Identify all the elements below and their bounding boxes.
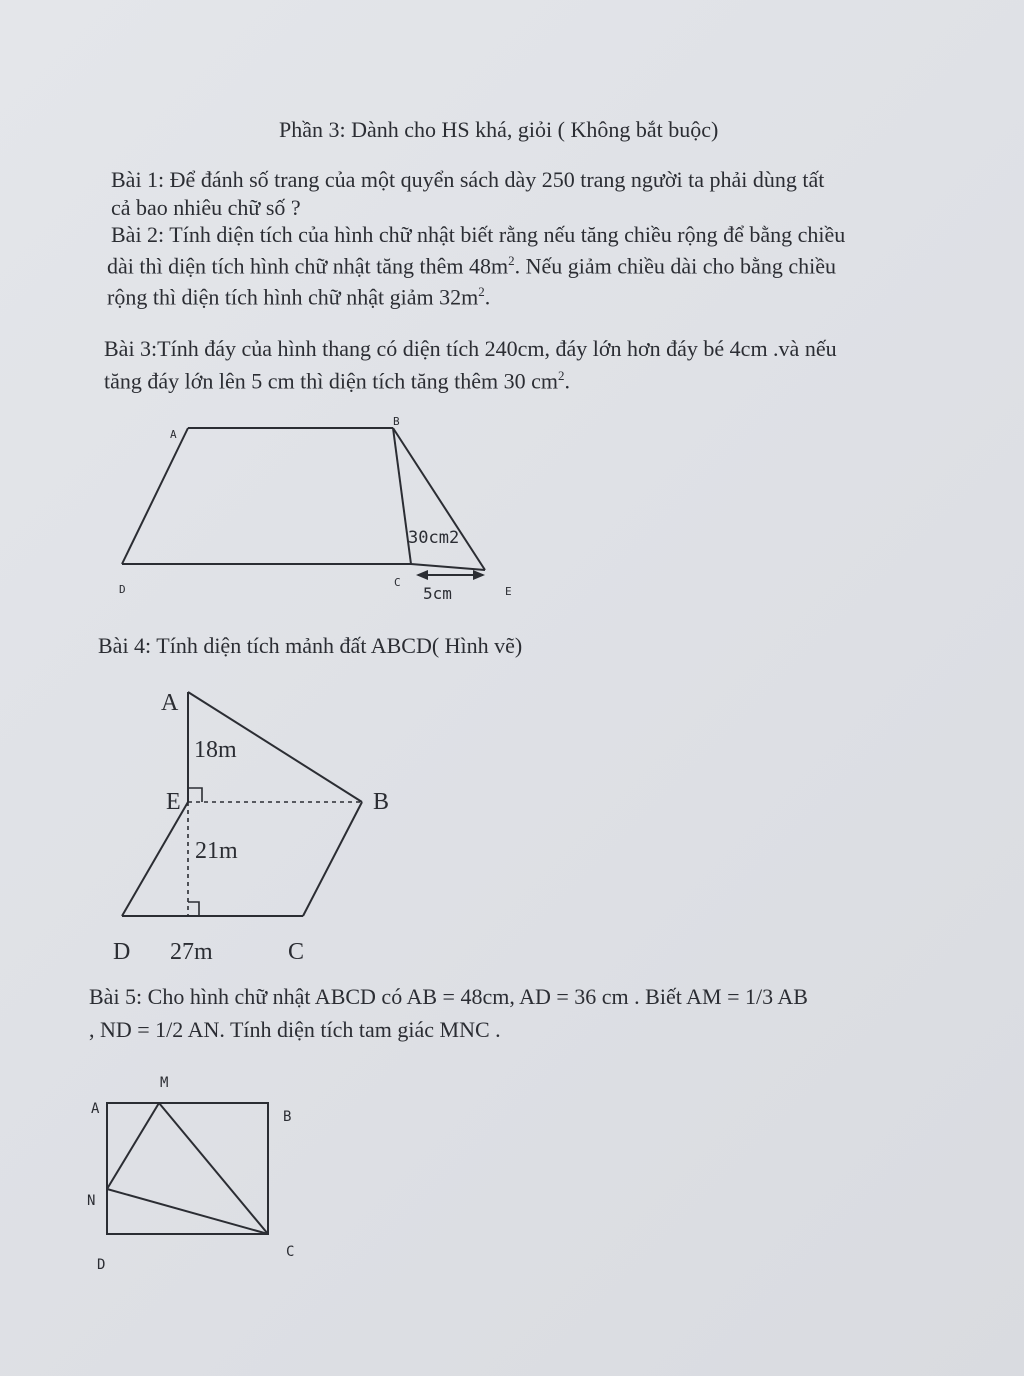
label-c: C xyxy=(286,1244,295,1260)
edge-da xyxy=(122,802,188,916)
edge-ad xyxy=(122,428,188,564)
bai4-text: Bài 4: Tính diện tích mảnh đất ABCD( Hình vẽ) xyxy=(98,633,523,658)
ae-length: 18m xyxy=(194,737,237,763)
label-b: B xyxy=(373,789,390,815)
label-m: M xyxy=(160,1075,169,1091)
bai2-line1: Bài 2: Tính diện tích của hình chữ nhật biết rằng nếu tăng chiều rộng để bằng chiều xyxy=(111,222,846,247)
label-d: D xyxy=(97,1257,106,1273)
bai2-line2-sup: 2 xyxy=(508,253,515,268)
segment-nc xyxy=(107,1189,268,1234)
arrow-head-right xyxy=(473,570,485,580)
bai2-line2-text-b: . Nếu giảm chiều dài cho bằng chiều xyxy=(514,253,836,279)
bai5-line1: Bài 5: Cho hình chữ nhật ABCD có AB = 48cm, AD = 36 cm . Biết AM = 1/3 AB xyxy=(89,984,808,1009)
edge-bc xyxy=(303,802,362,916)
ed-length: 21m xyxy=(195,838,238,864)
label-a: A xyxy=(170,428,177,441)
label-n: N xyxy=(87,1193,96,1209)
segment-mn xyxy=(107,1103,159,1189)
label-d: D xyxy=(113,939,131,965)
segment-mc xyxy=(159,1103,268,1234)
bai1-line2: cả bao nhiêu chữ số ? xyxy=(111,195,301,220)
rectangle-abcd xyxy=(107,1103,268,1234)
bai3-trapezoid-figure xyxy=(100,405,540,615)
dc-length: 27m xyxy=(170,939,213,965)
bai2-line2-text-a: dài thì diện tích hình chữ nhật tăng thêm 48m xyxy=(107,253,509,279)
bai3-line2-text-b: . xyxy=(564,368,570,394)
bai3-line2-text-a: tăng đáy lớn lên 5 cm thì diện tích tăng thêm 30 cm xyxy=(104,368,558,394)
right-angle-e xyxy=(188,788,202,802)
bai3-line2 xyxy=(104,368,570,394)
label-c: C xyxy=(394,576,401,589)
length-label: 5cm xyxy=(423,584,452,603)
bai3-line2-sup: 2 xyxy=(557,368,565,383)
bai3-line1: Bài 3:Tính đáy của hình thang có diện tích 240cm, đáy lớn hơn đáy bé 4cm .và nếu xyxy=(104,336,837,361)
bai2-line3-text-b: . xyxy=(484,284,491,310)
section-title: Phần 3: Dành cho HS khá, giỏi ( Không bắt buộc) xyxy=(279,117,719,142)
bai2-line3-sup: 2 xyxy=(478,284,485,299)
label-e: E xyxy=(505,585,512,598)
label-b: B xyxy=(393,415,400,428)
bai5-rectangle-figure xyxy=(80,1065,310,1280)
bai1-line1: Bài 1: Để đánh số trang của một quyển sách dày 250 trang người ta phải dùng tất xyxy=(111,167,825,192)
bai2-line3 xyxy=(107,284,490,310)
bai2-line2 xyxy=(107,253,836,279)
bai4-land-figure xyxy=(100,680,420,970)
label-a: A xyxy=(161,690,179,716)
edge-be xyxy=(393,428,485,570)
edge-ce xyxy=(411,564,485,570)
label-e: E xyxy=(166,789,181,815)
label-b: B xyxy=(283,1109,292,1125)
label-c: C xyxy=(288,939,305,965)
arrow-head-left xyxy=(416,570,428,580)
label-d: D xyxy=(119,583,126,596)
bai5-line2: , ND = 1/2 AN. Tính diện tích tam giác MNC . xyxy=(89,1017,501,1042)
bai2-line3-text-a: rộng thì diện tích hình chữ nhật giảm 32m xyxy=(107,284,479,310)
area-label: 30cm2 xyxy=(408,528,460,548)
right-angle-foot xyxy=(188,902,199,916)
label-a: A xyxy=(91,1101,100,1117)
